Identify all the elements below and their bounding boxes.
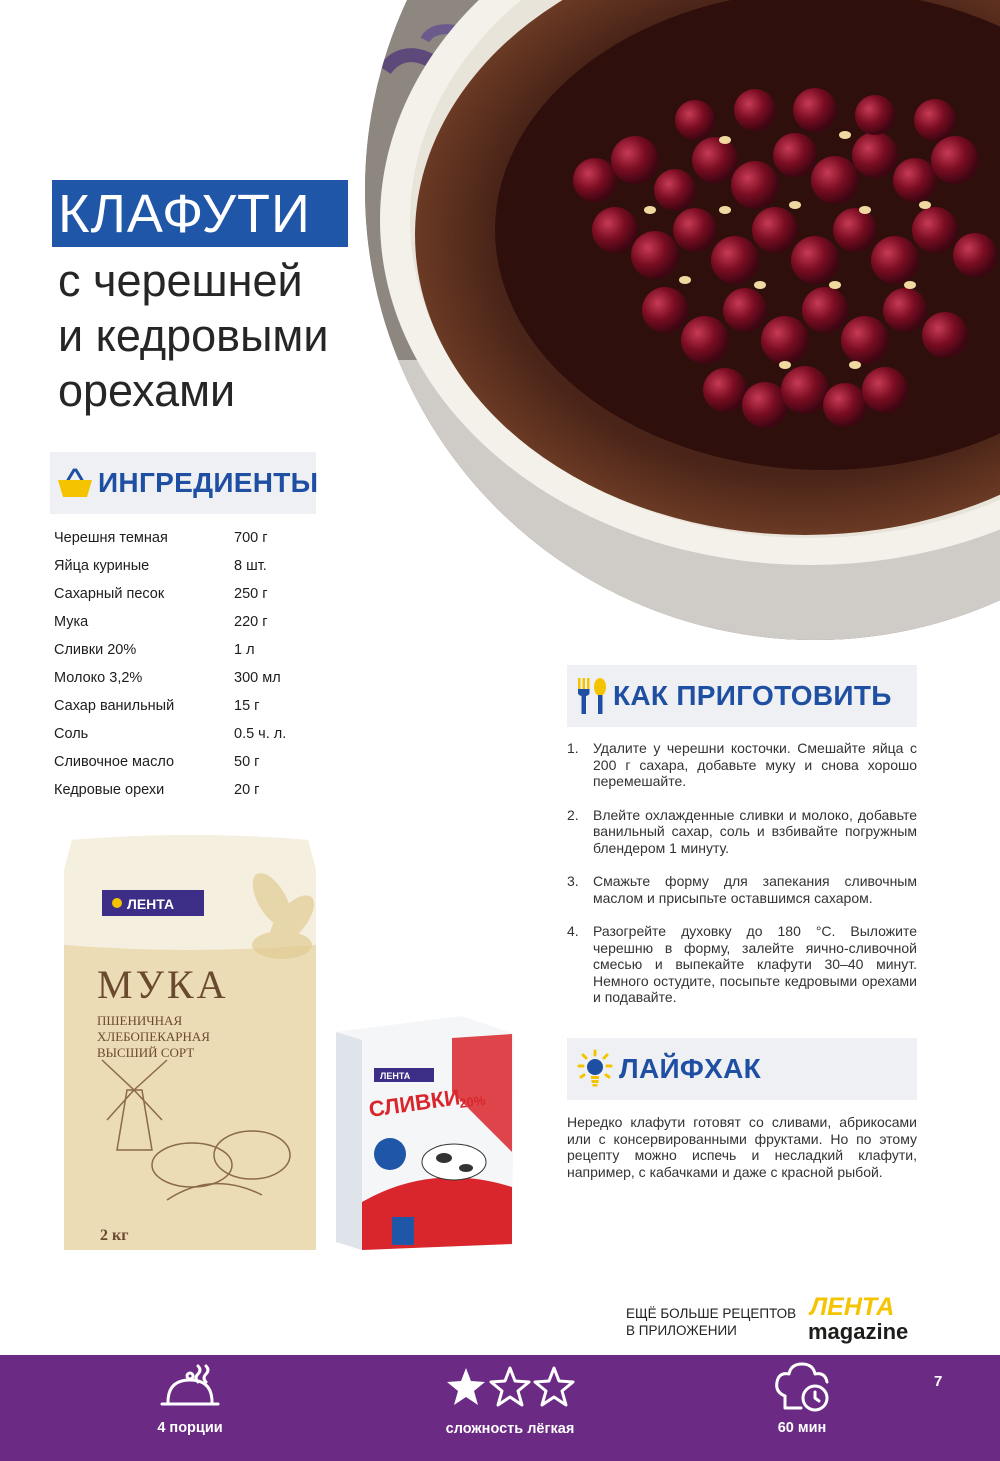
cream-carton — [332, 1012, 518, 1252]
ingredient-qty: 15 г — [234, 698, 260, 714]
ingredient-name: Сахар ванильный — [54, 698, 175, 714]
ingredient-name: Соль — [54, 726, 89, 742]
ingredient-name: Молоко 3,2% — [54, 670, 143, 686]
clafoutis-photo — [365, 0, 1000, 640]
step-text: Смажьте форму для запекания сливочным маслом и присыпьте оставшимся сахаром. — [593, 873, 917, 906]
ingredients-heading: ИНГРЕДИЕНТЫ — [98, 467, 319, 498]
star-icon — [447, 1368, 485, 1405]
step-item — [567, 923, 917, 1006]
recipe-title: КЛАФУТИ — [58, 184, 311, 244]
lenta-magazine-logo-mark — [806, 1293, 920, 1345]
steps-list — [567, 740, 917, 1023]
logo-top-text: ЛЕНТА — [810, 1293, 895, 1321]
time-item — [752, 1362, 852, 1442]
ingredient-row — [54, 580, 314, 608]
flour-brand: ЛЕНТА — [127, 896, 175, 912]
ingredient-row — [54, 664, 314, 692]
ingredient-row — [54, 552, 314, 580]
ingredient-row — [54, 720, 314, 748]
step-item — [567, 873, 917, 906]
lenta-magazine-logo[interactable] — [806, 1293, 920, 1345]
portions-label: 4 порции — [157, 1420, 223, 1436]
ingredient-qty: 300 мл — [234, 670, 281, 686]
flour-name: МУКА — [97, 962, 229, 1007]
difficulty-stars — [444, 1365, 576, 1409]
step-item — [567, 807, 917, 857]
subtitle-line-1: с черешней — [58, 255, 303, 306]
cream-fat: 20% — [458, 1092, 487, 1111]
howto-header — [567, 665, 917, 727]
step-number: 1. — [567, 740, 579, 756]
step-number: 3. — [567, 873, 579, 889]
ingredient-qty: 0.5 ч. л. — [234, 726, 287, 742]
step-text: Разогрейте духовку до 180 °С. Выложите черешню в форму, залейте яично-сливочной смесью и выпекайте клафути 30–40 минут. Немного остудите, посыпьте кедровыми орехами и подавайте. — [593, 923, 917, 1005]
lifehack-text: Нередко клафути готовят со сливами, абрикосами или с консервированными фруктами. Но по этому рецепту можно испечь и несладкий клафути, например, с кабачками и даже с красной рыбой. — [567, 1114, 917, 1180]
ingredient-qty: 20 г — [234, 782, 260, 798]
ingredient-qty: 220 г — [234, 614, 268, 630]
difficulty-label: сложность лёгкая — [445, 1421, 575, 1437]
ingredient-row — [54, 748, 314, 776]
ingredient-row — [54, 692, 314, 720]
ingredient-qty: 700 г — [234, 530, 268, 546]
cream-name: СЛИВКИ — [367, 1084, 462, 1122]
basket-icon — [56, 466, 94, 500]
flour-package-image — [62, 830, 318, 1258]
step-number: 4. — [567, 923, 579, 939]
ingredient-qty: 8 шт. — [234, 558, 267, 574]
ingredient-name: Сливки 20% — [54, 642, 137, 658]
ingredient-name: Яйца куриные — [54, 558, 150, 574]
ingredient-name: Черешня темная — [54, 530, 168, 546]
time-label: 60 мин — [777, 1420, 827, 1436]
logo-bottom-text: magazine — [808, 1319, 909, 1344]
flour-desc-2: ХЛЕБОПЕКАРНАЯ — [97, 1029, 210, 1044]
ingredient-name: Сахарный песок — [54, 586, 165, 602]
chef-hat-timer-icon — [773, 1362, 831, 1414]
fork-spoon-icon — [575, 676, 609, 716]
ingredient-row — [54, 608, 314, 636]
step-text: Удалите у черешни косточки. Смешайте яйца с 200 г сахара, добавьте муку и снова хорошо перемешайте. — [593, 740, 917, 789]
portions-item — [130, 1362, 250, 1442]
difficulty-item — [430, 1365, 590, 1445]
ingredient-row — [54, 636, 314, 664]
ingredient-name: Кедровые орехи — [54, 782, 165, 798]
page-number: 7 — [934, 1373, 943, 1390]
ingredient-name: Мука — [54, 614, 89, 630]
step-text: Влейте охлажденные сливки и молоко, добавьте ванильный сахар, соль и взбивайте погружным блендером 1 минуту. — [593, 806, 917, 856]
promo-line-2: В ПРИЛОЖЕНИИ — [626, 1323, 737, 1338]
flour-desc-3: ВЫСШИЙ СОРТ — [97, 1045, 195, 1060]
hero-photo — [365, 0, 1000, 640]
star-icon — [535, 1368, 573, 1405]
ingredients-list — [54, 524, 314, 804]
star-icon — [491, 1368, 529, 1405]
ingredients-header — [50, 452, 319, 514]
ingredient-row — [54, 776, 314, 804]
flour-desc-1: ПШЕНИЧНАЯ — [97, 1013, 183, 1028]
promo-line-1: ЕЩЁ БОЛЬШЕ РЕЦЕПТОВ — [626, 1306, 797, 1321]
howto-heading: КАК ПРИГОТОВИТЬ — [613, 680, 892, 711]
cream-brand: ЛЕНТА — [380, 1071, 411, 1081]
cloche-icon — [160, 1362, 220, 1412]
lifehack-heading: ЛАЙФХАК — [619, 1053, 761, 1084]
flour-weight: 2 кг — [100, 1227, 129, 1244]
cream-carton-image — [332, 1012, 518, 1252]
subtitle-line-2: и кедровыми — [58, 310, 329, 361]
step-number: 2. — [567, 806, 579, 823]
subtitle-line-3: орехами — [58, 365, 236, 416]
step-item — [567, 740, 917, 790]
lightbulb-icon — [575, 1049, 615, 1089]
recipe-subtitle — [58, 253, 388, 418]
ingredient-row — [54, 524, 314, 552]
ingredient-qty: 50 г — [234, 754, 260, 770]
lifehack-header — [567, 1038, 917, 1100]
flour-package — [62, 830, 318, 1258]
app-promo-text — [626, 1305, 796, 1339]
ingredient-qty: 1 л — [234, 642, 255, 658]
ingredient-qty: 250 г — [234, 586, 268, 602]
ingredient-name: Сливочное масло — [54, 754, 175, 770]
